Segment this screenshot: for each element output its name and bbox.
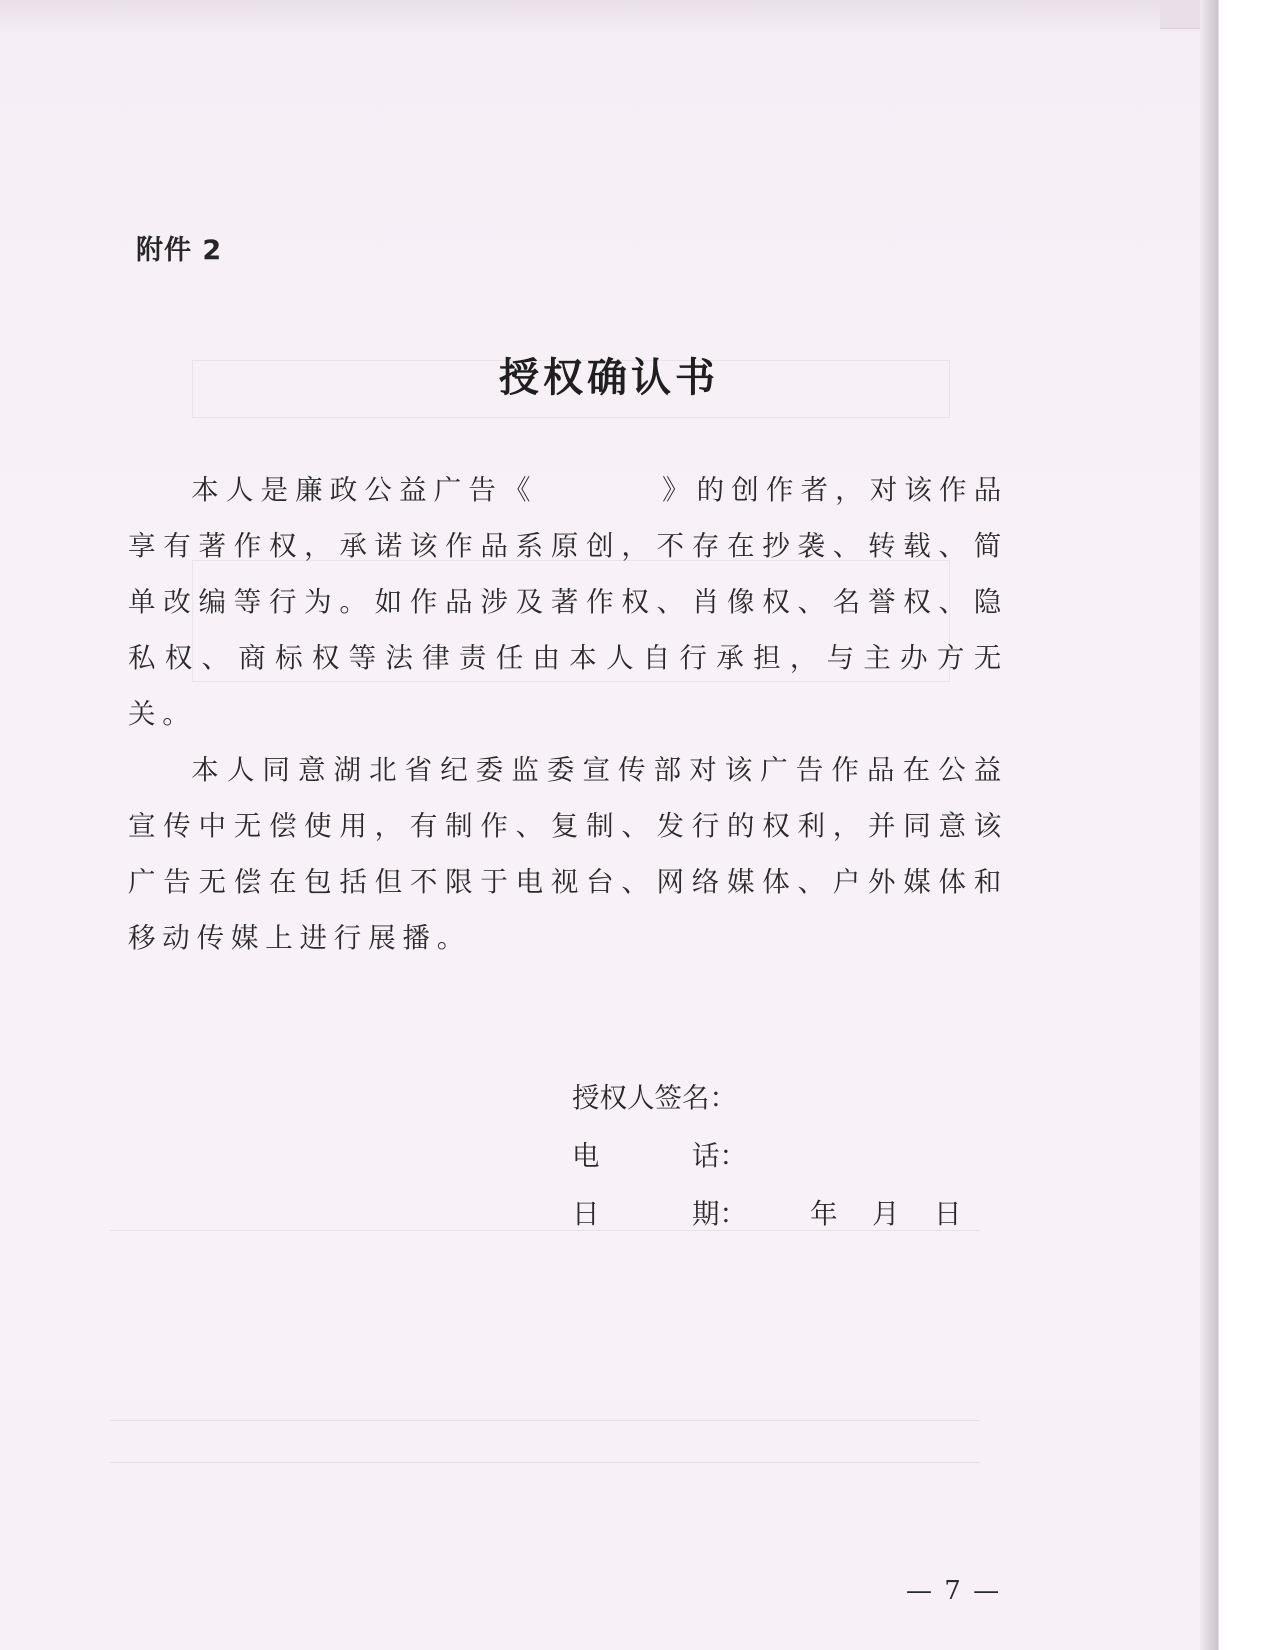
signer-label: 授权人签名：: [572, 1082, 737, 1114]
paragraph-2: 本人同意湖北省纪委监委宣传部对该广告作品在公益宣传中无偿使用，有制作、复制、发行的权利，并同意该广告无偿在包括但不限于电视台、网络媒体、户外媒体和移动传媒上进行展播。: [128, 754, 1008, 954]
page-edge-shadow: [1200, 0, 1218, 1650]
signer-row: [572, 1075, 737, 1115]
year-label: 年: [810, 1198, 838, 1230]
phone-label-first: 电: [572, 1140, 600, 1172]
page-corner-tab: [1160, 0, 1200, 29]
page-title: 授权确认书: [499, 355, 719, 401]
paragraph-1-start: 本人是廉政公益广告《: [191, 474, 538, 506]
day-label: 日: [934, 1198, 962, 1230]
paragraph-1: [128, 462, 1008, 742]
month-label: 月: [872, 1198, 900, 1230]
phone-label-second: 话：: [692, 1140, 747, 1172]
show-through-rule: [110, 1420, 980, 1421]
show-through-rule: [110, 1230, 980, 1231]
show-through-rule: [110, 1462, 980, 1463]
date-label-first: 日: [572, 1198, 600, 1230]
paragraph-1-rest: 》的创作者，对该作品享有著作权，承诺该作品系原创，不存在抄袭、转载、简单改编等行为。如作品涉及著作权、肖像权、名誉权、隐私权、商标权等法律责任由本人自行承担，与主办方无关。: [128, 474, 1008, 730]
date-label-second: 期：: [692, 1198, 747, 1230]
body-text: [128, 462, 1008, 966]
page-number: — 7 —: [906, 1576, 1002, 1606]
attachment-label: 附件 2: [136, 235, 223, 266]
page-fold-shadow: [0, 0, 1218, 32]
